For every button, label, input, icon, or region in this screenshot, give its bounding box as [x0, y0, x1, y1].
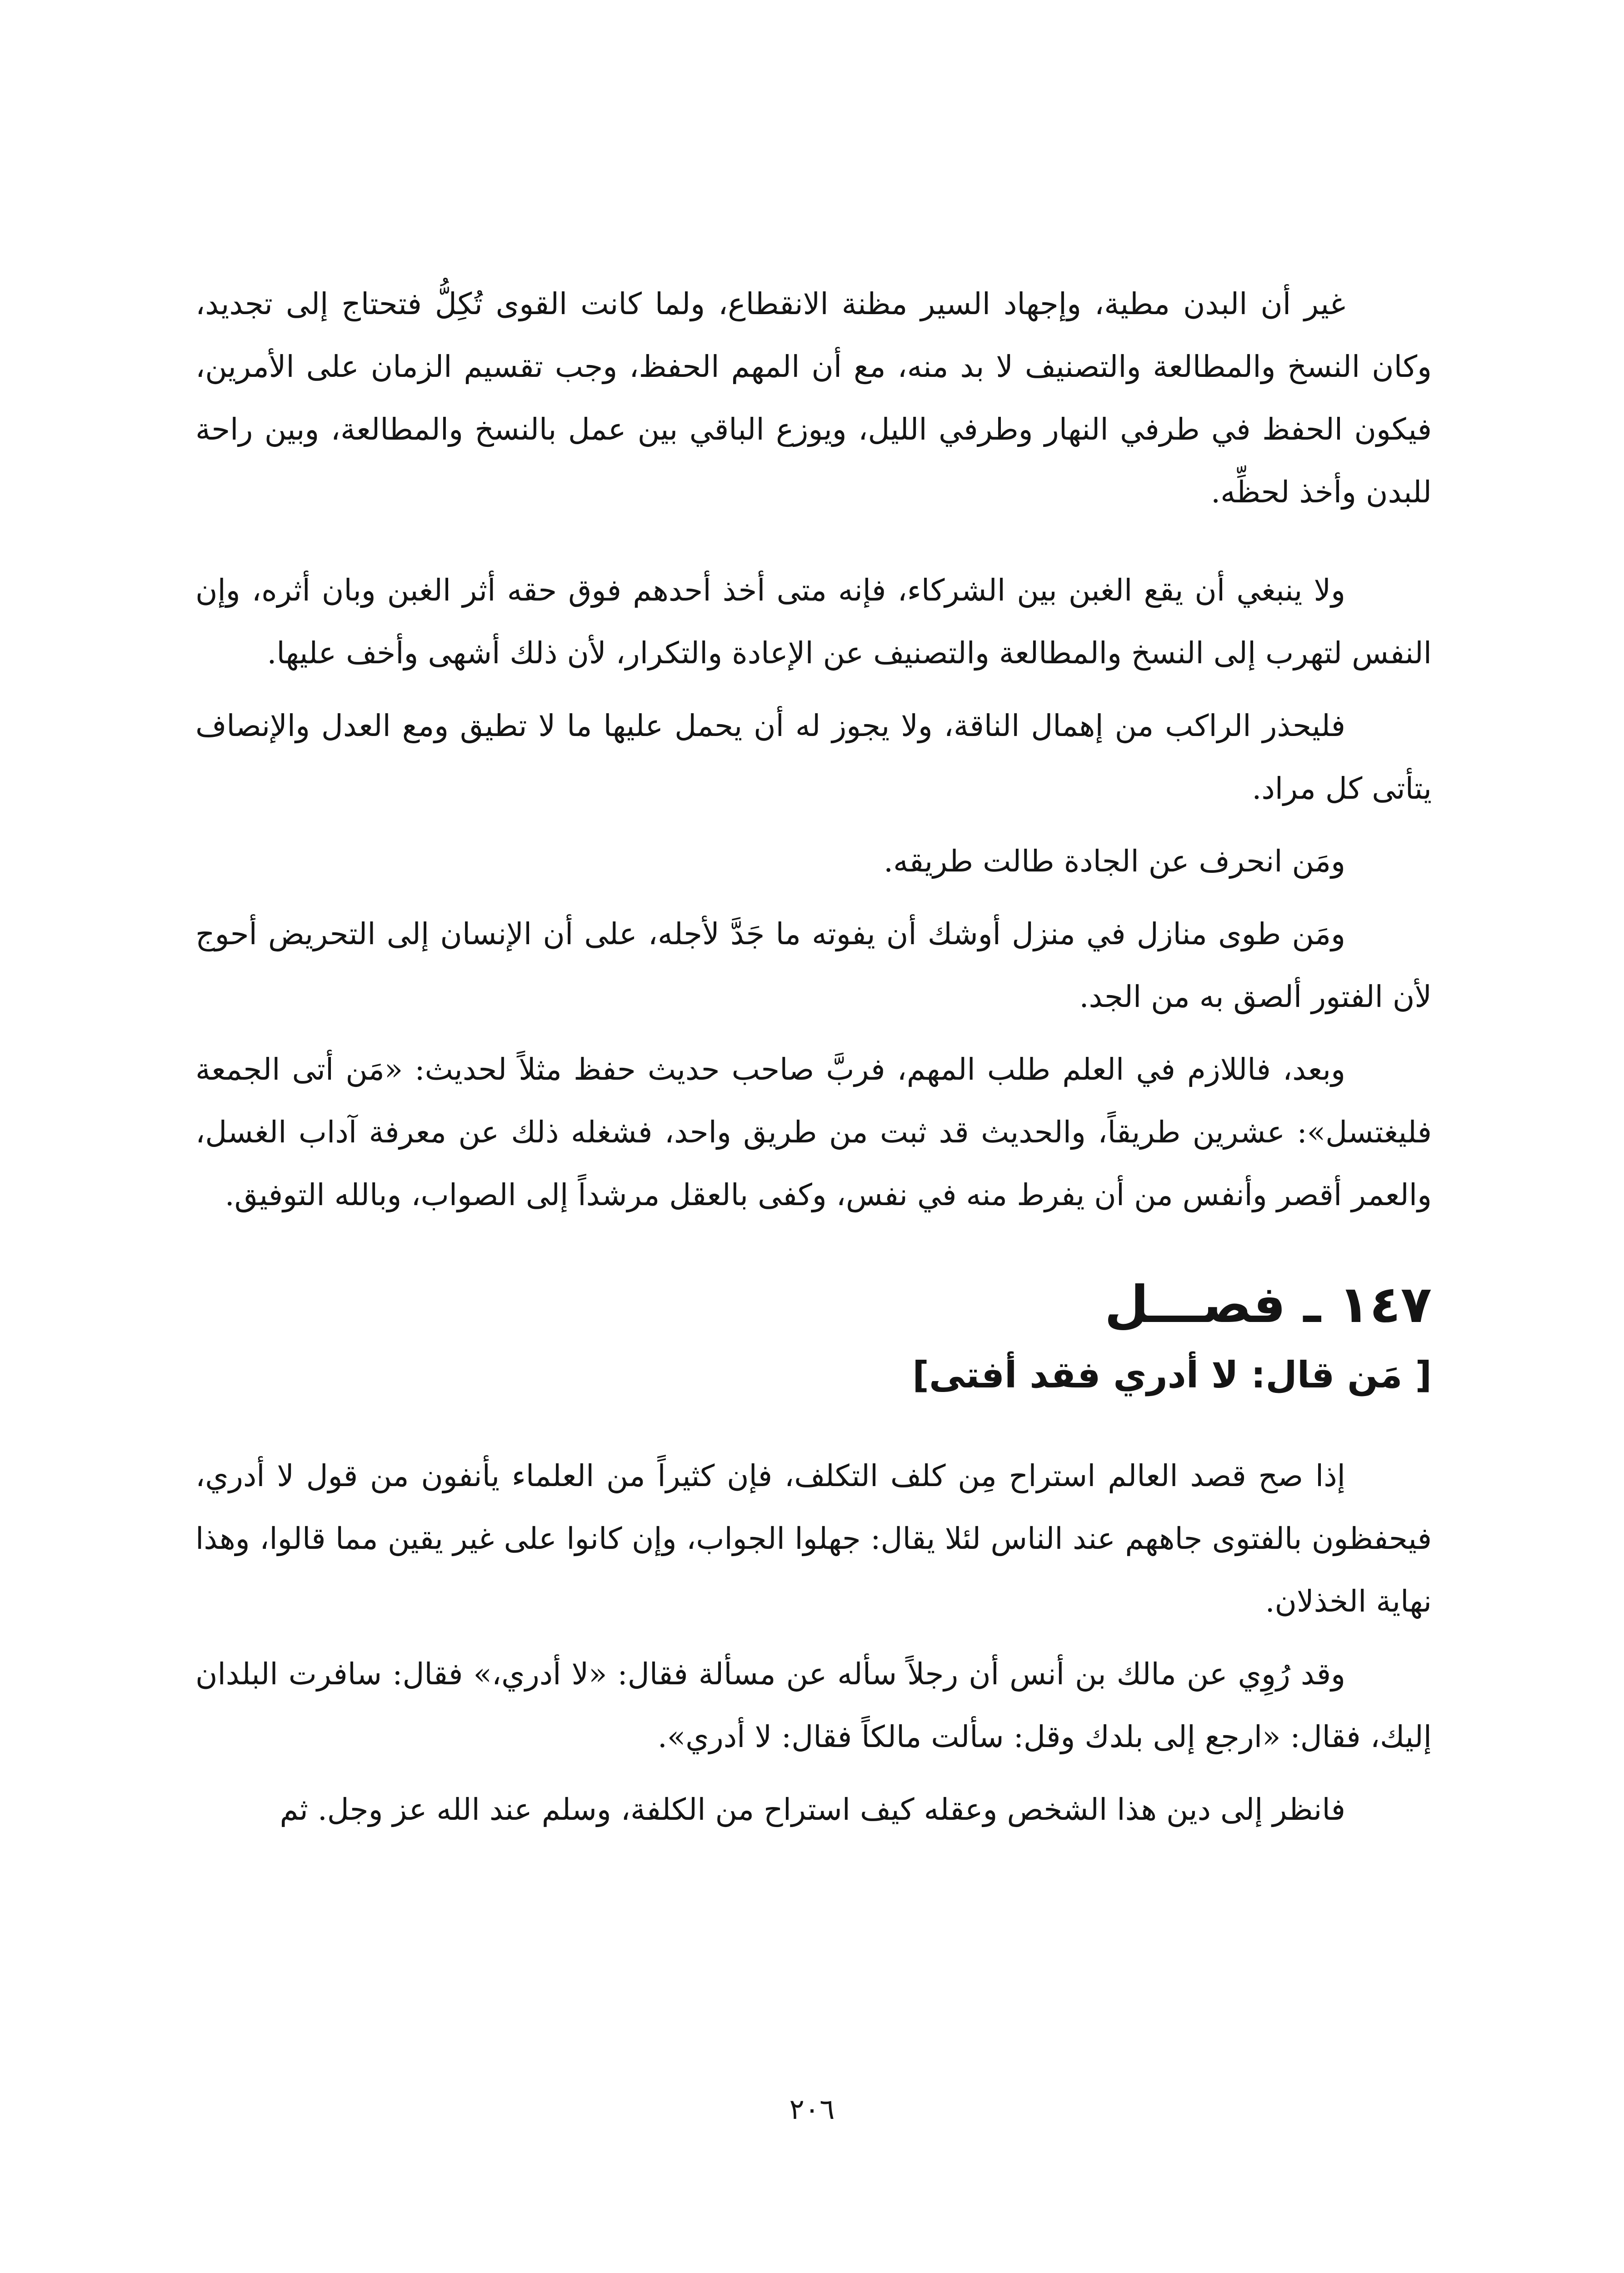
paragraph: إذا صح قصد العالم استراح مِن كلف التكلف، فإن كثيراً من العلماء يأنفون من قول لا أدري، فيحفظون بالفتوى جاههم عند الناس لئلا يقال: جهلوا الجواب، وإن كانوا على غير يقين مما قالوا، وهذا نهاية الخذلان. [195, 1458, 1432, 1619]
paragraph: ومَن انحرف عن الجادة طالت طريقه. [884, 844, 1345, 879]
paragraph: ومَن طوى منازل في منزل أوشك أن يفوته ما جَدَّ لأجله، على أن الإنسان إلى التحريض أحوج لأن الفتور ألصق به من الجد. [195, 916, 1432, 1014]
section-heading [195, 1268, 1432, 1409]
paragraph: وقد رُوِي عن مالك بن أنس أن رجلاً سأله عن مسألة فقال: «لا أدري،» فقال: سافرت البلدان إليك، فقال: «ارجع إلى بلدك وقل: سألت مالكاً فقال: لا أدري». [195, 1657, 1432, 1754]
section-title: ١٤٧ ـ فصـــل [1104, 1275, 1432, 1334]
paragraph: وبعد، فاللازم في العلم طلب المهم، فربَّ صاحب حديث حفظ مثلاً لحديث: «مَن أتى الجمعة فليغتسل»: عشرين طريقاً، والحديث قد ثبت من طريق واحد، فشغله ذلك عن معرفة آداب الغسل، والعمر أقصر وأنفس من أن يفرط منه في نفس، وكفى بالعقل مرشداً إلى الصواب، وبالله التوفيق. [195, 1052, 1432, 1212]
page-number: ٢٠٦ [789, 2093, 835, 2126]
paragraph: غير أن البدن مطية، وإجهاد السير مظنة الانقطاع، ولما كانت القوى تُكِلُّ فتحتاج إلى تجديد، وكان النسخ والمطالعة والتصنيف لا بد منه، مع أن المهم الحفظ، وجب تقسيم الزمان على الأمرين، فيكون الحفظ في طرفي النهار وطرفي الليل، ويوزع الباقي بين عمل بالنسخ والمطالعة، وبين راحة للبدن وأخذ لحظِّه. [195, 286, 1432, 510]
body-text [195, 273, 1432, 1841]
section-subtitle: [ مَن قال: لا أدري فقد أفتى] [912, 1354, 1432, 1396]
paragraph: ولا ينبغي أن يقع الغبن بين الشركاء، فإنه متى أخذ أحدهم فوق حقه أثر الغبن وبان أثره، وإن النفس لتهرب إلى النسخ والمطالعة والتصنيف عن الإعادة والتكرار، لأن ذلك أشهى وأخف عليها. [195, 573, 1432, 671]
paragraph: فليحذر الراكب من إهمال الناقة، ولا يجوز له أن يحمل عليها ما لا تطيق ومع العدل والإنصاف يتأتى كل مراد. [195, 708, 1432, 806]
paragraph: فانظر إلى دين هذا الشخص وعقله كيف استراح من الكلفة، وسلم عند الله عز وجل. ثم [280, 1792, 1345, 1827]
